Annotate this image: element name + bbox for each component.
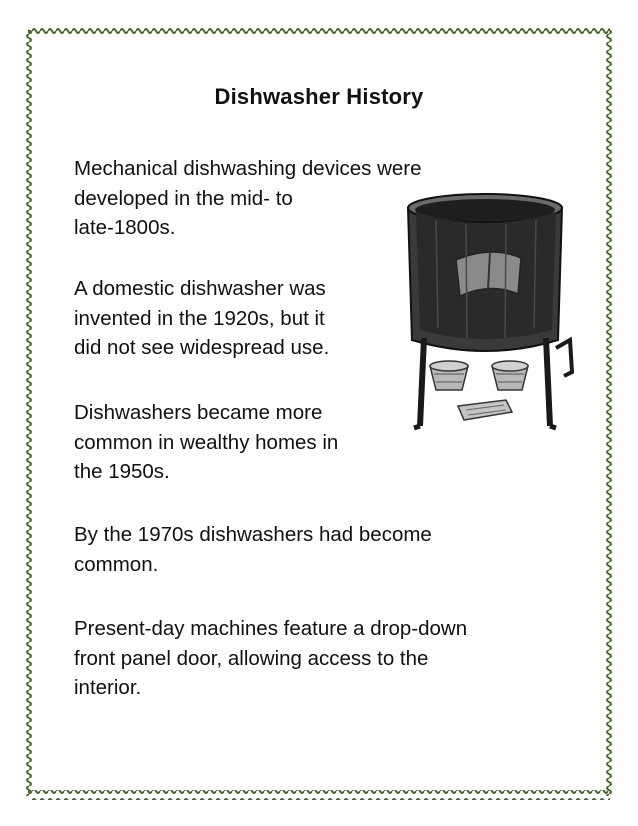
paragraph-line: By the 1970s dishwashers had become (74, 523, 432, 546)
paragraph-line: did not see widespread use. (74, 336, 330, 359)
paragraph-line: invented in the 1920s, but it (74, 306, 325, 330)
antique-dishwasher-tub (396, 190, 586, 440)
paragraph-line: Mechanical dishwashing devices were (74, 157, 422, 180)
paragraph-2 (74, 274, 374, 363)
paragraph-line: developed in the mid- to (74, 186, 293, 210)
paragraph-line: interior. (74, 676, 142, 699)
paragraph-line: the 1950s. (74, 460, 170, 483)
paragraph-line: front panel door, allowing access to the (74, 646, 429, 670)
paragraph-line: Present-day machines feature a drop-down (74, 617, 468, 640)
paragraph-line: common. (74, 552, 159, 576)
paragraph-line: Dishwashers became more (74, 401, 323, 424)
page-title: Dishwasher History (214, 84, 424, 109)
paragraph-4 (74, 520, 494, 579)
paragraph-5 (74, 614, 544, 703)
paragraph-line: A domestic dishwasher was (74, 277, 326, 300)
paragraph-3 (74, 398, 394, 487)
paragraph-line: common in wealthy homes in (74, 430, 339, 454)
paragraph-line: late-1800s. (74, 216, 176, 239)
